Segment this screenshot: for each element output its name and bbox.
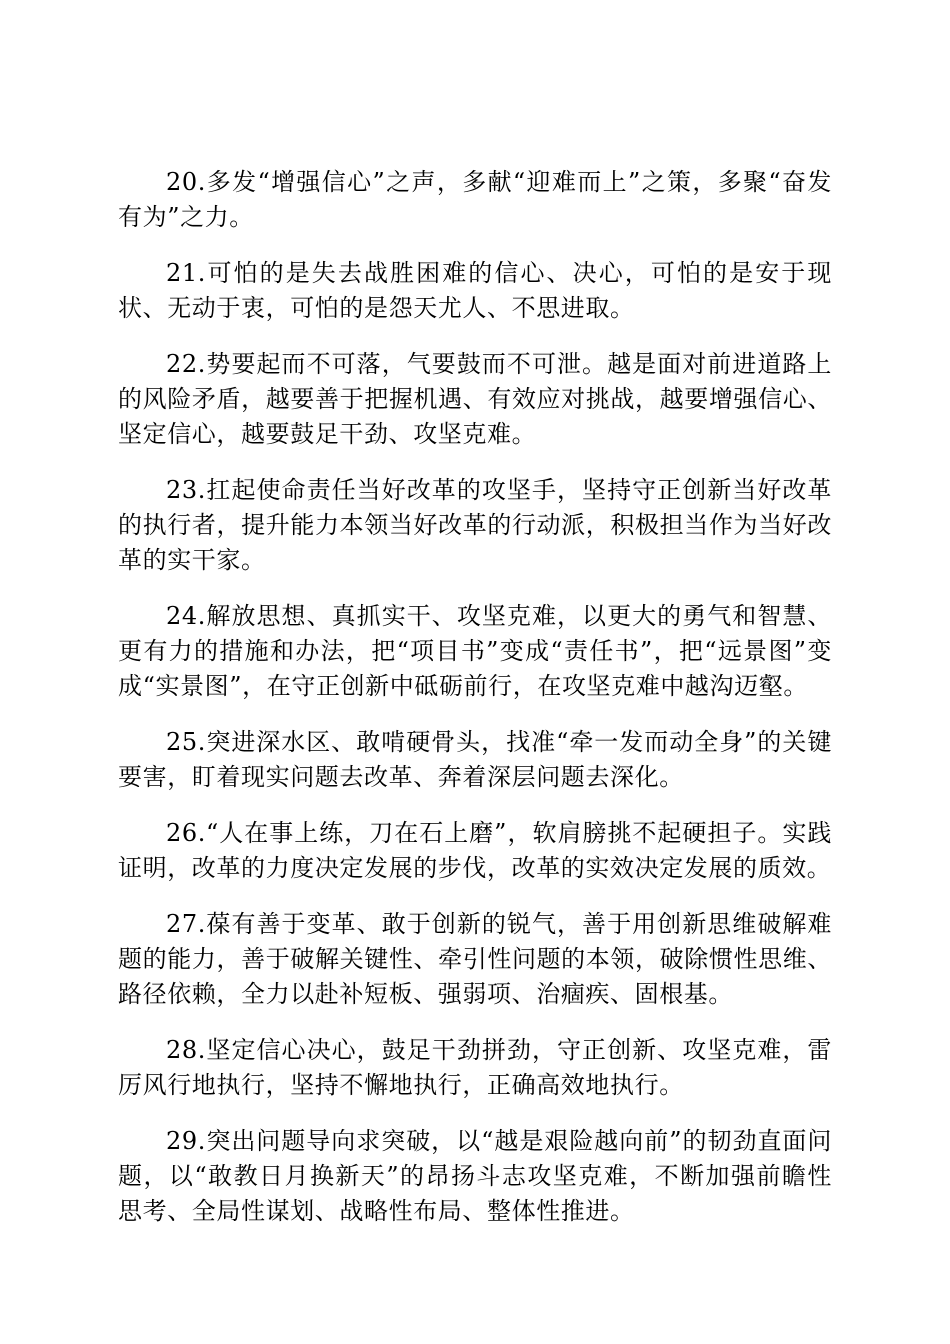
paragraph-29: 29.突出问题导向求突破，以“越是艰险越向前”的韧劲直面问题，以“敢教日月换新天”的昂扬斗志攻坚克难，不断加强前瞻性思考、全局性谋划、战略性布局、整体性推进。	[118, 1127, 832, 1225]
paragraph-21: 21.可怕的是失去战胜困难的信心、决心，可怕的是安于现状、无动于衷，可怕的是怨天尤人、不思进取。	[118, 259, 832, 322]
paragraph-20: 20.多发“增强信心”之声，多献“迎难而上”之策，多聚“奋发有为”之力。	[118, 168, 832, 231]
paragraph-24: 24.解放思想、真抓实干、攻坚克难，以更大的勇气和智慧、更有力的措施和办法，把“项目书”变成“责任书”，把“远景图”变成“实景图”，在守正创新中砥砺前行，在攻坚克难中越沟迈壑。	[118, 602, 832, 700]
document-page	[118, 165, 832, 1250]
paragraph-25: 25.突进深水区、敢啃硬骨头，找准“牵一发而动全身”的关键要害，盯着现实问题去改革、奔着深层问题去深化。	[118, 728, 832, 791]
paragraph-28: 28.坚定信心决心，鼓足干劲拼劲，守正创新、攻坚克难，雷厉风行地执行，坚持不懈地执行，正确高效地执行。	[118, 1036, 832, 1099]
paragraph-26: 26.“人在事上练，刀在石上磨”，软肩膀挑不起硬担子。实践证明，改革的力度决定发展的步伐，改革的实效决定发展的质效。	[118, 819, 832, 882]
paragraph-23: 23.扛起使命责任当好改革的攻坚手，坚持守正创新当好改革的执行者，提升能力本领当好改革的行动派，积极担当作为当好改革的实干家。	[118, 476, 832, 574]
paragraph-22: 22.势要起而不可落，气要鼓而不可泄。越是面对前进道路上的风险矛盾，越要善于把握机遇、有效应对挑战，越要增强信心、坚定信心，越要鼓足干劲、攻坚克难。	[118, 350, 832, 448]
paragraph-27: 27.葆有善于变革、敢于创新的锐气，善于用创新思维破解难题的能力，善于破解关键性、牵引性问题的本领，破除惯性思维、路径依赖，全力以赴补短板、强弱项、治痼疾、固根基。	[118, 910, 832, 1008]
